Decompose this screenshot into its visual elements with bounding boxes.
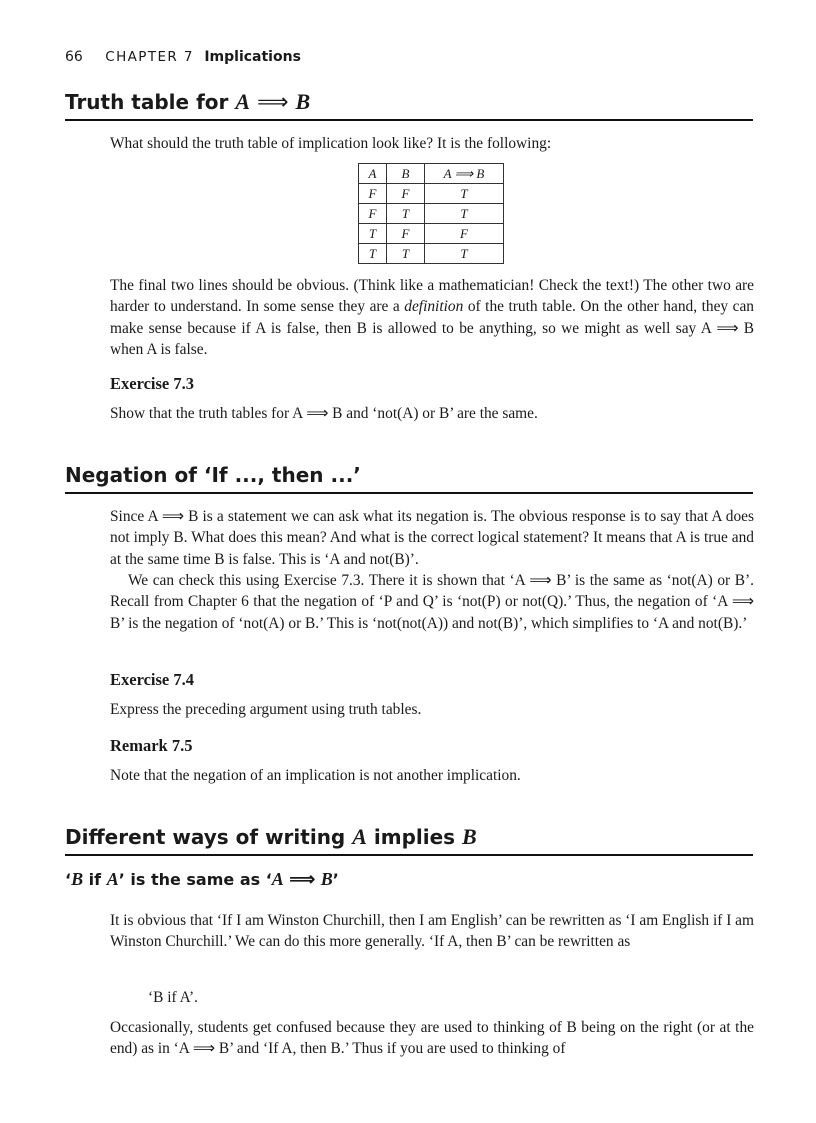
heading-var-b: B [295,89,311,114]
heading-implies-word: implies [373,825,456,849]
chapter-label: CHAPTER 7 [105,49,194,65]
heading-prefix: Different ways of writing [65,825,346,849]
exercise-7-3-text: Show that the truth tables for A ⟹ B and ‘not(A) or B’ are the same. [110,405,538,422]
table-header-cell: A ⟹ B [425,164,504,184]
sub-var-a: A [106,869,119,889]
table-cell: F [359,184,387,204]
negation-paragraph-2: We can check this using Exercise 7.3. There it is shown that ‘A ⟹ B’ is the same as ‘not(A) or B’. Recall from Chapter 6 that the negation of ‘P and Q’ is ‘not(P) or not(Q).’ Thus, the negation of ‘A ⟹ B’ is the negation of ‘not(A) or B.’ This is ‘not(not(A)) and not(B)’, which simplifies to ‘A and not(B).’ [110,572,754,632]
table-cell: T [425,244,504,264]
exercise-7-3-title: Exercise 7.3 [110,374,195,393]
truth-table-intro: What should the truth table of implication look like? It is the following: [110,135,552,152]
heading-var-b: B [462,824,477,849]
chapter-title: Implications [204,49,301,65]
table-row [359,184,504,204]
table-cell: T [359,224,387,244]
heading-prefix: Truth table for [65,90,229,114]
truth-table-explanation [110,275,754,360]
table-cell: F [359,204,387,224]
sub-mid-text: ’ is the same as ‘ [118,870,272,889]
implies-arrow: ⟹ [257,89,289,114]
table-cell: T [387,204,425,224]
quote-open: ‘ [65,870,72,889]
page-number: 66 [65,49,83,65]
table-header-row [359,164,504,184]
implies-arrow: ⟹ [289,869,316,889]
table-header-cell: A [359,164,387,184]
sub-var-b: B [71,869,84,889]
section-heading-truth-table [65,89,310,115]
heading-rule [65,492,753,494]
truth-table [358,163,504,264]
display-b-if-a: ‘B if A’. [148,989,199,1006]
running-head [65,49,301,65]
table-cell: F [387,224,425,244]
emphasis-definition: definition [404,298,464,316]
heading-var-a: A [235,89,251,114]
table-cell: F [425,224,504,244]
table-row [359,204,504,224]
table-cell: F [387,184,425,204]
heading-rule [65,119,753,121]
churchill-paragraph: It is obvious that ‘If I am Winston Churchill, then I am English’ can be rewritten as ‘I am English if I am Winston Churchill.’ We can do this more generally. ‘If A, then B’ can be rewritten as [110,912,754,951]
exercise-7-4-title: Exercise 7.4 [110,670,195,689]
table-cell: T [425,184,504,204]
remark-7-5-title: Remark 7.5 [110,736,193,755]
section-heading-different-ways [65,824,477,850]
table-row [359,244,504,264]
heading-rule [65,854,753,856]
table-row [359,224,504,244]
exercise-7-4-text: Express the preceding argument using truth tables. [110,701,422,718]
sub-if-word: if [88,870,102,889]
table-header-cell: B [387,164,425,184]
section-heading-negation: Negation of ‘If ..., then ...’ [65,463,361,487]
subsection-heading-b-if-a [65,869,339,890]
negation-paragraph-1: Since A ⟹ B is a statement we can ask what its negation is. The obvious response is to say that A does not imply B. What does this mean? And what is the correct logical statement? It means that A is true and at the same time B is false. This is ‘A and not(B)’. [110,508,754,568]
quote-close: ’ [332,870,339,889]
sub-var-b2: B [320,869,333,889]
table-cell: T [359,244,387,264]
explanation-part-2: of the truth table. On the other hand, they can make sense because if A is false, then B is allowed to be anything, so we might as well say A ⟹ B when A is false. [110,298,754,358]
confusion-paragraph: Occasionally, students get confused because they are used to thinking of B being on the right (or at the end) as in ‘A ⟹ B’ and ‘If A, then B.’ Thus if you are used to thinking of [110,1019,754,1058]
remark-7-5-text: Note that the negation of an implication is not another implication. [110,767,521,784]
explanation-part-1: The final two lines should be obvious. (Think like a mathematician! Check the text!) The other two are harder to understand. In some sense they are a [110,277,754,316]
sub-var-a2: A [271,869,284,889]
table-cell: T [387,244,425,264]
table-cell: T [425,204,504,224]
heading-var-a: A [352,824,367,849]
